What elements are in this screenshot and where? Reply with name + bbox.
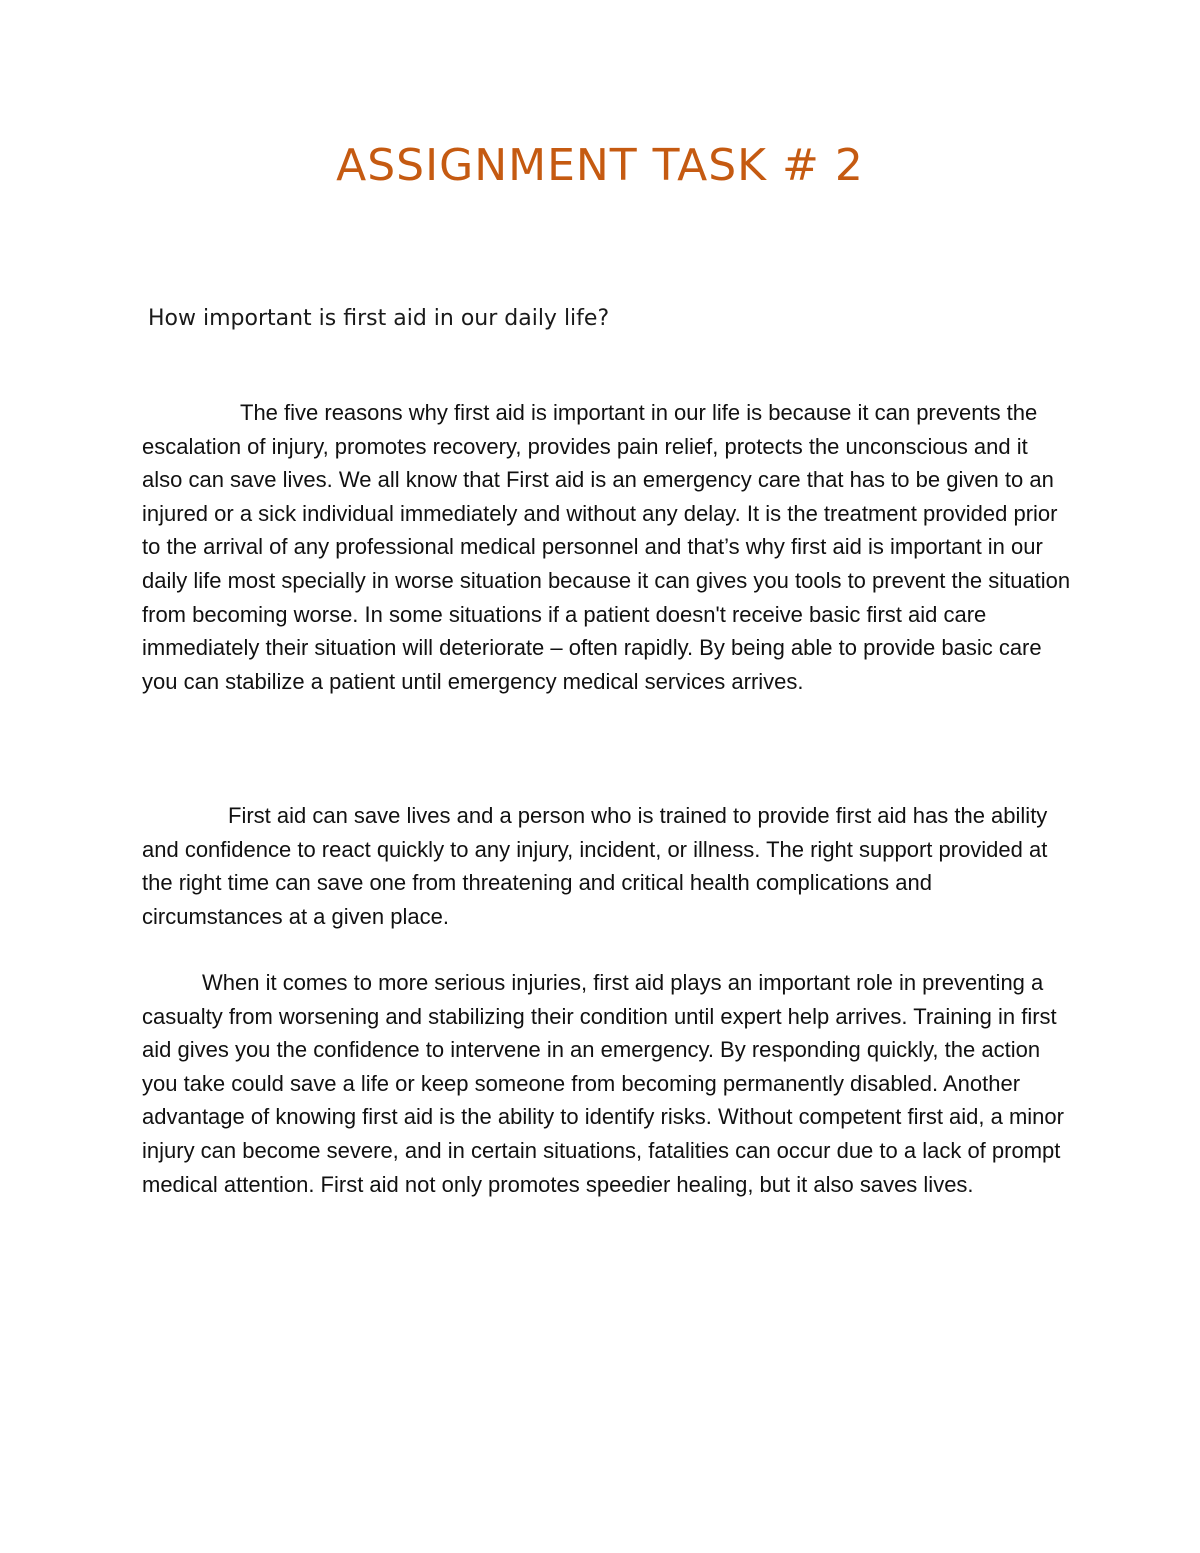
question-heading: How important is first aid in our daily life? (148, 306, 610, 331)
page-title: ASSIGNMENT TASK # 2 (336, 140, 864, 191)
body-paragraph-2: First aid can save lives and a person who is trained to provide first aid has the ability and confidence to react quickly to any injury, incident, or illness. The right support provided at the right time can save one from threatening and critical health complications and circumstances at a given place. (142, 803, 1048, 929)
body-paragraph-1: The five reasons why first aid is important in our life is because it can prevents the escalation of injury, promotes recovery, provides pain relief, protects the unconscious and it also can save lives. We all know that First aid is an emergency care that has to be given to an injured or a sick individual immediately and without any delay. It is the treatment provided prior to the arrival of any professional medical personnel and that’s why first aid is important in our daily life most specially in worse situation because it can gives you tools to prevent the situation from becoming worse. In some situations if a patient doesn't receive basic first aid care immediately their situation will deteriorate – often rapidly. By being able to provide basic care you can stabilize a patient until emergency medical services arrives. (142, 400, 1071, 694)
body-paragraph-3: When it comes to more serious injuries, first aid plays an important role in preventing a casualty from worsening and stabilizing their condition until expert help arrives. Training in first aid gives you the confidence to intervene in an emergency. By responding quickly, the action you take could save a life or keep someone from becoming permanently disabled. Another advantage of knowing first aid is the ability to identify risks. Without competent first aid, a minor injury can become severe, and in certain situations, fatalities can occur due to a lack of prompt medical attention. First aid not only promotes speedier healing, but it also saves lives. (142, 970, 1064, 1197)
